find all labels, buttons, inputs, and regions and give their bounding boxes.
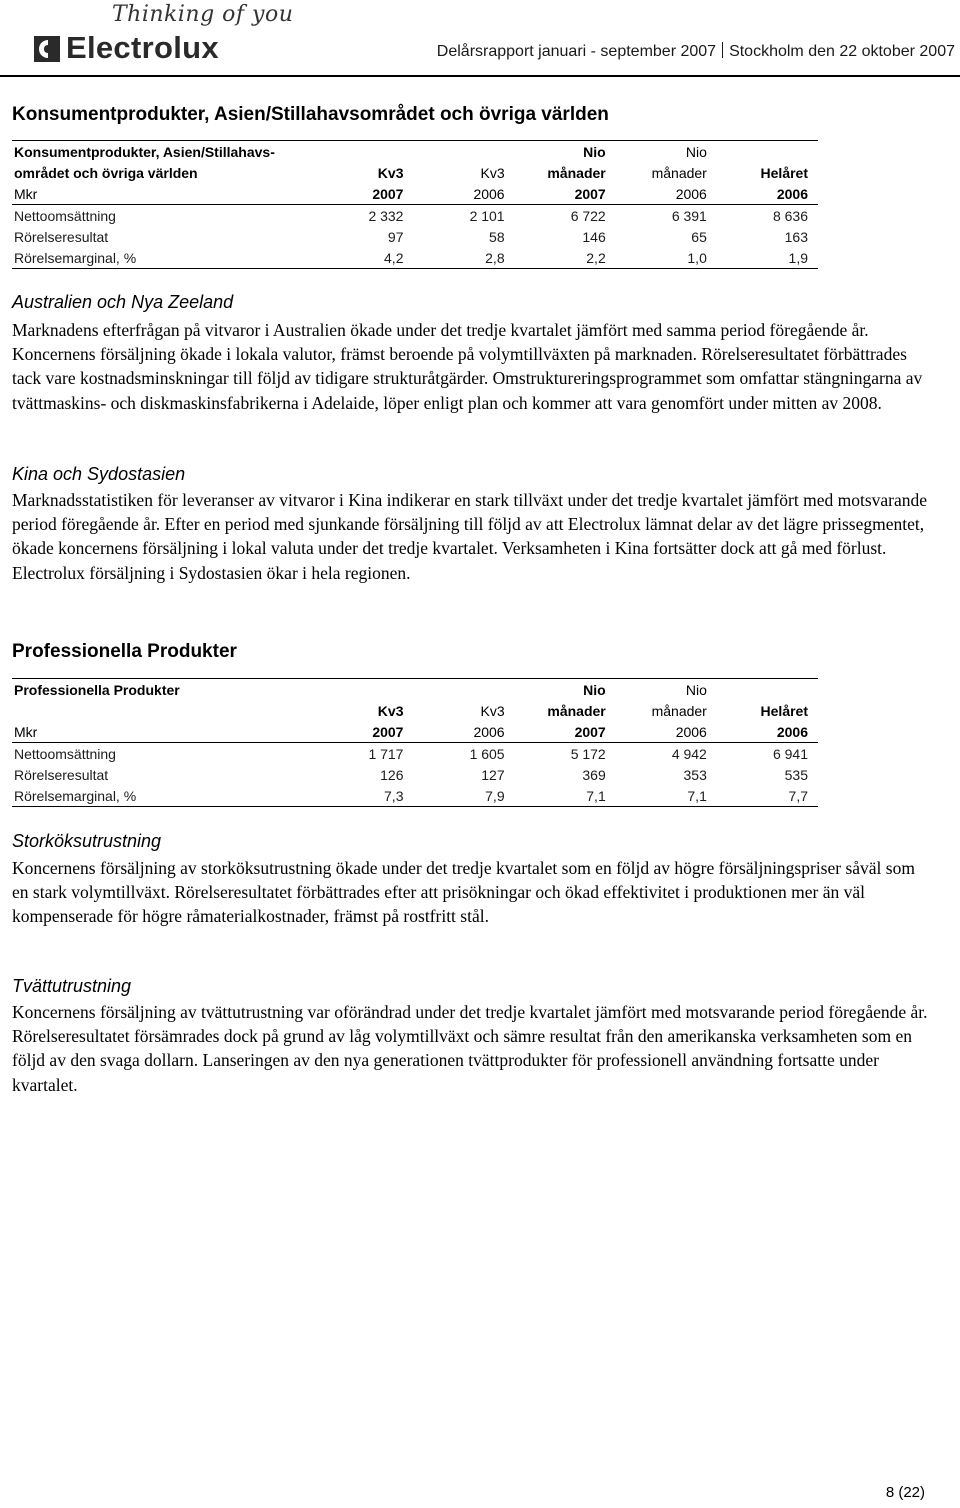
table-cell: 2,2 (515, 247, 616, 269)
table-cell: Nettoomsättning (14, 207, 116, 224)
paragraph-commercial-kitchen: Koncernens försäljning av storköksutrustning ökade under det tredje kvartalet som en följd av högre försäljningspriser såväl som en stark volymtillväxt. Rörelseresultatet förbättrades efter att prisökningar och ökad effektivitet i produktionen mer än väl kompenserade för högre råmaterialkostnader, främst på rostfritt stål. (12, 858, 915, 927)
table-cell: Nettoomsättning (14, 745, 116, 762)
table-header-cell: Nio (515, 141, 616, 163)
table-header-cell: 2007 (515, 721, 616, 743)
paragraph-australia: Marknadens efterfrågan på vitvaror i Australien ökade under det tredje kvartalet jämfört med samma period föregående år. Koncernens försäljning ökade i lokala valutor, främst beroende på volymtillväxten på marknaden. Rörelseresultatet förbättrades tack vare kostnadsminskningar till följd av tidigare strukturåtgärder. Omstruktureringsprogrammet som omfattar stängningarna av tvättmaskins- och diskmaskinsfabrikerna i Adelaide, löper enligt plan och kommer att vara genomfört under mitten av 2008. (12, 320, 923, 413)
section-heading-professional: Professionella Produkter (12, 641, 237, 662)
table-cell: 6 722 (570, 207, 606, 224)
table-row (12, 226, 818, 247)
title-separator (722, 42, 723, 58)
table-header-row (12, 141, 818, 163)
table-cell: 1 605 (469, 745, 505, 762)
financial-table-professional (12, 678, 818, 807)
table-cell: 6 941 (772, 745, 808, 762)
table-header-cell (717, 679, 818, 701)
table-cell: 7,3 (312, 785, 413, 807)
table-row (12, 247, 818, 269)
table-header-row (12, 679, 818, 701)
table-cell: 535 (784, 766, 808, 783)
table-cell: 4,2 (312, 247, 413, 269)
table-cell: 1 717 (368, 745, 404, 762)
table-header-row (12, 162, 818, 183)
table-cell: 97 (387, 228, 404, 245)
table-header-cell: månader (651, 702, 707, 719)
table-cell: 8 636 (772, 207, 808, 224)
table-header-cell (413, 141, 514, 163)
table-cell: 6 391 (671, 207, 707, 224)
table-header-cell: Professionella Produkter (12, 679, 312, 701)
table-header-cell: månader (651, 164, 707, 181)
table-header-cell: 2006 (413, 721, 514, 743)
table-header-cell: månader (547, 702, 606, 719)
table-cell: 127 (481, 766, 505, 783)
table-cell: 5 172 (570, 745, 606, 762)
paragraph-china: Marknadsstatistiken för leveranser av vitvaror i Kina indikerar en stark tillväxt under det tredje kvartalet jämfört med motsvarande period föregående år. Efter en period med sjunkande försäljning till följd av att Electrolux lämnat delar av det lägre prissegmentet, ökade koncernens försäljning i lokal valuta under det tredje kvartalet. Verksamheten i Kina fortsätter dock att gå med förlust. Electrolux försäljning i Sydostasien ökar i hela regionen. (12, 490, 928, 583)
report-title-right: Stockholm den 22 oktober 2007 (729, 43, 955, 60)
table-header-cell: Mkr (12, 721, 312, 743)
table-cell: 7,1 (515, 785, 616, 807)
page-number: 8 (22) (885, 1484, 925, 1501)
table-cell: Rörelsemarginal, % (12, 785, 312, 807)
table-header-cell (717, 141, 818, 163)
table-header-cell: Nio (515, 679, 616, 701)
table-row (12, 743, 818, 765)
subheading-commercial-kitchen: Storköksutrustning (12, 831, 162, 851)
table-cell: 353 (683, 766, 707, 783)
table-cell: 126 (380, 766, 404, 783)
table-cell: 58 (489, 228, 505, 245)
subheading-laundry: Tvättutrustning (12, 976, 132, 996)
report-title-left: Delårsrapport januari - september 2007 (436, 43, 717, 60)
table-cell: 4 942 (671, 745, 707, 762)
table-header-cell (12, 700, 312, 721)
paragraph-laundry: Koncernens försäljning av tvättutrustning var oförändrad under det tredje kvartalet jämfört med motsvarande period föregående år. Rörelseresultatet försämrades dock på grund av låg volymtillväxt och sämre resultat från den amerikanska verksamheten som en följd av den svaga dollarn. Lanseringen av den nya generationen tvättprodukter för professionell användning fortsatte under kvartalet. (12, 1002, 928, 1095)
table-header-cell: Nio (616, 141, 717, 163)
table-cell: 65 (691, 228, 707, 245)
table-header-cell: Konsumentprodukter, Asien/Stillahavs- (12, 141, 312, 163)
table-header-cell (312, 679, 413, 701)
table-cell: 163 (784, 228, 808, 245)
financial-table-consumer-asia (12, 140, 818, 269)
table-cell: Rörelseresultat (14, 228, 109, 245)
table-header-cell: Kv3 (377, 164, 404, 181)
table-header-cell: 2007 (312, 721, 413, 743)
table-header-cell: 2006 (616, 721, 717, 743)
section-heading-consumer-asia: Konsumentprodukter, Asien/Stillahavsområdet och övriga världen (12, 104, 609, 125)
table-row (12, 764, 818, 785)
report-title (437, 42, 955, 61)
table-header-cell: Helåret (760, 164, 808, 181)
table-header-cell (413, 679, 514, 701)
brand-name: Electrolux (66, 30, 219, 65)
table-cell: 1,0 (616, 247, 717, 269)
table-cell: 1,9 (717, 247, 818, 269)
header-rule (0, 75, 960, 77)
table-cell: 146 (582, 228, 606, 245)
table-header-cell: Helåret (760, 702, 808, 719)
table-header-cell: 2006 (616, 183, 717, 205)
table-header-cell: Kv3 (480, 164, 505, 181)
table-header-cell: Kv3 (480, 702, 505, 719)
table-header-row (12, 183, 818, 205)
table-cell: Rörelseresultat (14, 766, 109, 783)
subheading-australia: Australien och Nya Zeeland (12, 292, 234, 312)
table-cell: Rörelsemarginal, % (12, 247, 312, 269)
table-header-cell: 2007 (312, 183, 413, 205)
table-header-cell: 2007 (515, 183, 616, 205)
table-header-cell: 2006 (717, 721, 818, 743)
table-header-cell: 2006 (413, 183, 514, 205)
table-row (12, 785, 818, 807)
table-cell: 2 101 (469, 207, 505, 224)
table-header-cell: Mkr (12, 183, 312, 205)
table-header-cell: området och övriga världen (14, 164, 198, 181)
table-cell: 2,8 (413, 247, 514, 269)
table-header-cell: månader (547, 164, 606, 181)
table-cell: 7,9 (413, 785, 514, 807)
table-row (12, 205, 818, 227)
page-header (0, 0, 960, 80)
table-cell: 7,1 (616, 785, 717, 807)
table-header-cell: 2006 (717, 183, 818, 205)
electrolux-logo-icon (34, 36, 60, 62)
table-header-row (12, 721, 818, 743)
table-header-cell: Kv3 (377, 702, 404, 719)
table-cell: 7,7 (717, 785, 818, 807)
table-cell: 369 (582, 766, 606, 783)
table-header-cell (312, 141, 413, 163)
table-cell: 2 332 (368, 207, 404, 224)
table-header-row (12, 700, 818, 721)
logo-tagline: Thinking of you (112, 2, 294, 27)
subheading-china: Kina och Sydostasien (12, 464, 186, 484)
table-header-cell: Nio (616, 679, 717, 701)
